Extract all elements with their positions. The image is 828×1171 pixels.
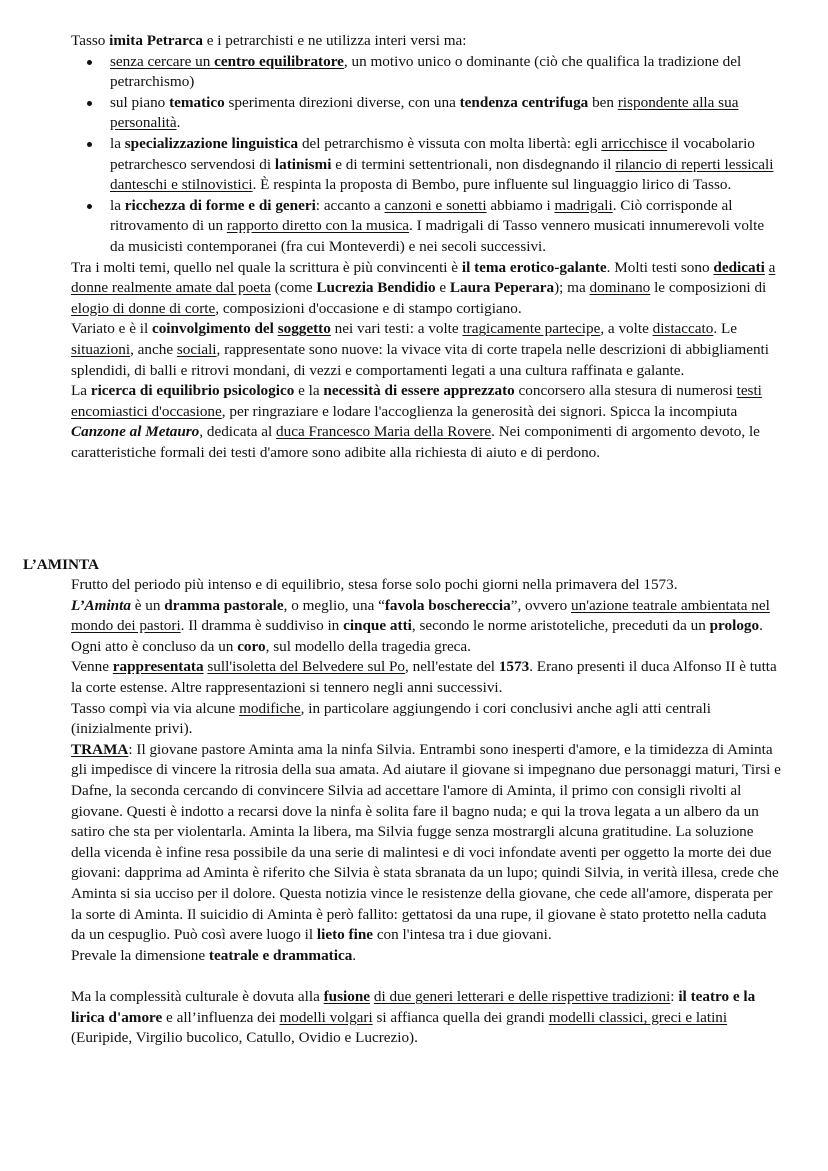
text-run: sul piano [110,93,170,111]
text-run: tendenza centrifuga [459,93,589,111]
text-run: (Euripide, Virgilio bucolico, Catullo, Ovidio e Lucrezio). [71,1029,418,1047]
text-run: favola boschereccia [384,596,511,614]
text-run: ricchezza di forme e di generi [124,196,316,214]
text-run: sperimenta direzioni diverse, con una [224,93,460,111]
text-run: Venne [71,658,113,676]
text-run: necessità di essere apprezzato [323,382,515,400]
text-run: a donne realmente amate dal poeta [71,258,776,297]
text-run: si affianca quella dei grandi [372,1008,549,1026]
aminta-section [71,575,781,1049]
paragraph-plot [71,740,781,946]
text-run: situazioni [71,340,131,358]
text-run: rilancio di reperti lessicali danteschi e stilnovistici [110,155,774,194]
text-run: soggetto [277,320,331,338]
text-run: è un [130,596,165,614]
text-run: , composizioni d'occasione e di stampo cortigiano. [215,299,522,317]
paragraph-subject [71,319,781,381]
text-run: centro equilibratore [214,52,344,70]
text-run: , sul modello della tragedia greca. [265,637,471,655]
list-item [71,134,781,196]
text-run: . È respinta la proposta di Bembo, pure influente sul linguaggio lirico di Tasso. [252,176,732,194]
text-run: rapporto diretto con la musica [226,217,410,235]
text-run: Laura Peperara [449,279,555,297]
text-run: il tema erotico-galante [461,258,607,276]
paragraph-origin [71,575,781,596]
paragraph-performance [71,657,781,698]
text-run: latinismi [274,155,332,173]
text-run: , un motivo unico o dominante (ciò che qualifica la tradizione del petrarchismo) [110,52,742,91]
text-run: e di termini settentrionali, non disdegnando il [331,155,616,173]
intro-lead [71,31,781,52]
petrarchism-section [71,31,781,463]
text-run: imita Petrarca [109,32,203,49]
text-run: L’Aminta [71,596,131,614]
list-item [71,196,781,258]
paragraph-dimension [71,946,781,967]
text-run: distaccato [652,320,714,338]
text-run: sull'isoletta del Belvedere sul Po [207,658,405,676]
text-run: prologo [709,617,760,635]
text-run: La [71,382,91,400]
text-run: . Ciò corrisponde al ritrovamento di un [110,196,733,235]
text-run: , rappresentate sono nuove: la vivace vita di corte trapela nelle descrizioni di abbigliamenti splendidi, di balli e ritrovi mondani, di vezzi e comportamenti legati a una cultura raffinata e galante. [71,340,769,379]
text-run: . Molti testi sono [606,258,714,276]
paragraph-modifications [71,699,781,740]
text-run: ben [588,93,618,111]
text-run: . Il dramma è suddiviso in [180,617,344,635]
paragraph-genre [71,596,781,658]
text-run: rispondente alla sua personalità [110,93,739,132]
text-run: le composizioni di [650,279,767,297]
text-run: 1573 [498,658,530,676]
text-run: la [110,134,125,152]
list-item [71,93,781,134]
text-run: dedicati [713,258,765,276]
paragraph-cultural-complexity [71,987,781,1049]
text-run: : Il giovane pastore Aminta ama la ninfa Silvia. Entrambi sono inesperti d'amore, e la timidezza di Aminta gli impedisce di vincere la ritrosia della sua amata. Ad aiutare il giovane si impegnano due personaggi maturi, Tirsi e Dafne, la seconda cercando di convincere Silvia ad accettare l'amore di Aminta, il primo con consigli rivolti al giovane. Questi è indotto a recarsi dove la ninfa è solita fare il bagno nuda; e qui la trova legata a un albero da un satiro che sta per violentarla. Aminta la libera, ma Silvia fugge senza mostrargli alcuna gratitudine. La soluzione della vicenda è infine resa possibile da una serie di malintesi e di voci infondate aventi per oggetto la morte dei due giovani: dapprima ad Aminta è riferito che Silvia è stata sbranata da un lupo; quindi Silvia, in verità illesa, crede che Aminta si sia ucciso per il dolore. Questa notizia vince le resistenze della giovane, che cede all'amore, disperata per la sorte di Aminta. Il suicidio di Aminta è però fallito: gettatosi da una rupe, il giovane è stato protetto nella caduta da un cespuglio. Può così avere luogo il [71,740,781,944]
text-run: di due generi letterari e delle rispettive tradizioni [373,988,671,1006]
text-run: . I madrigali di Tasso vennero musicati innumerevoli volte da musicisti contemporanei (fra cui Monteverdi) e nei secoli successivi. [110,217,765,255]
text-run: : accanto a [315,196,385,214]
text-run: fusione [323,988,371,1006]
text-run: abbiamo i [486,196,555,214]
text-run: tragicamente partecipe [462,320,601,338]
section-heading-aminta: L’AMINTA [23,556,99,573]
text-run: elogio di donne di corte [71,299,216,317]
text-run: , dedicata al [199,423,277,441]
text-run: modelli volgari [279,1008,373,1026]
text-run: . [176,114,181,132]
text-run: TRAMA [71,740,129,758]
text-run: con l'intesa tra i due giovani. [373,926,552,944]
text-run: modifiche [239,699,301,717]
text-run: . Erano presenti il duca Alfonso II è tutta la corte estense. Altre rappresentazioni si tennero negli anni successivi. [71,658,777,696]
text-run: Canzone al Metauro [71,423,200,441]
list-item [71,52,781,93]
text-run: , nell'estate del [405,658,499,676]
text-run: Tasso compì via via alcune [71,699,240,717]
text-run: ”, ovvero [510,596,572,614]
text-run: . Le [713,320,737,338]
paragraph-encomiastic [71,381,781,463]
text-run: duca Francesco Maria della Rovere [276,423,492,441]
text-run: . Ogni atto è concluso da un [71,617,763,655]
text-run: sociali [176,340,217,358]
text-run: un'azione teatrale ambientata nel mondo dei pastori [71,596,770,635]
text-run: e all’influenza dei [162,1008,280,1026]
text-run: Tasso [71,32,110,49]
text-run: Frutto del periodo più intenso e di equilibrio, stesa forse solo pochi giorni nella primavera del 1573. [71,576,678,593]
text-run: : [670,988,679,1006]
text-run: la [110,196,125,214]
text-run: Variato e è il [71,320,152,338]
text-run: nei vari testi: a volte [330,320,463,338]
text-run: concorsero alla stesura di numerosi [514,382,737,400]
text-run: arricchisce [601,134,668,152]
spacer [71,966,781,987]
text-run: dominano [589,279,651,297]
text-run: Tra i molti temi, quello nel quale la scrittura è più convincenti è [71,258,462,276]
text-run: senza cercare un [110,52,215,70]
text-run: del petrarchismo è vissuta con molta libertà: egli [298,134,602,152]
text-run: . [352,946,357,964]
text-run: rappresentata [112,658,204,676]
text-run: modelli classici, greci e latini [548,1008,728,1026]
text-run: teatrale e drammatica [208,946,353,964]
text-run: ); ma [554,279,590,297]
text-run: il teatro e la lirica d'amore [71,988,756,1026]
text-run: e i petrarchisti e ne utilizza interi versi ma: [202,32,467,49]
text-run: , per ringraziare e lodare l'accoglienza la generosità dei signori. Spicca la incompiuta [221,402,738,420]
text-run: ricerca di equilibrio psicologico [90,382,295,400]
petrarchism-list [71,52,781,258]
text-run: coro [237,637,266,655]
text-run: , a volte [600,320,653,338]
text-run: e la [294,382,324,400]
paragraph-erotic-theme [71,258,781,320]
text-run: cinque atti [343,617,412,635]
text-run: madrigali [554,196,613,214]
text-run: canzoni e sonetti [384,196,487,214]
text-run: . Nei componimenti di argomento devoto, le caratteristiche formali dei testi d'amore sono adibite alla richiesta di aiuto e di perdono. [71,423,760,461]
text-run: Ma la complessità culturale è dovuta alla [71,988,324,1006]
text-run: , anche [130,340,177,358]
text-run: testi encomiastici d'occasione [71,382,762,420]
text-run: dramma pastorale [164,596,284,614]
text-run: specializzazione linguistica [124,134,299,152]
text-run: il vocabolario petrarchesco servendosi di [110,134,755,173]
text-run: Prevale la dimensione [71,946,209,964]
text-run: coinvolgimento del [151,320,278,338]
text-run: tematico [169,93,225,111]
text-run: lieto fine [316,926,374,944]
text-run: , secondo le norme aristoteliche, preceduti da un [411,617,710,635]
text-run: , in particolare aggiungendo i cori conclusivi anche agli atti centrali (inizialmente privi). [71,699,711,738]
text-run: , o meglio, una “ [283,596,385,614]
text-run: (come [270,279,317,297]
text-run: e [435,279,450,297]
text-run: Lucrezia Bendidio [316,279,436,297]
